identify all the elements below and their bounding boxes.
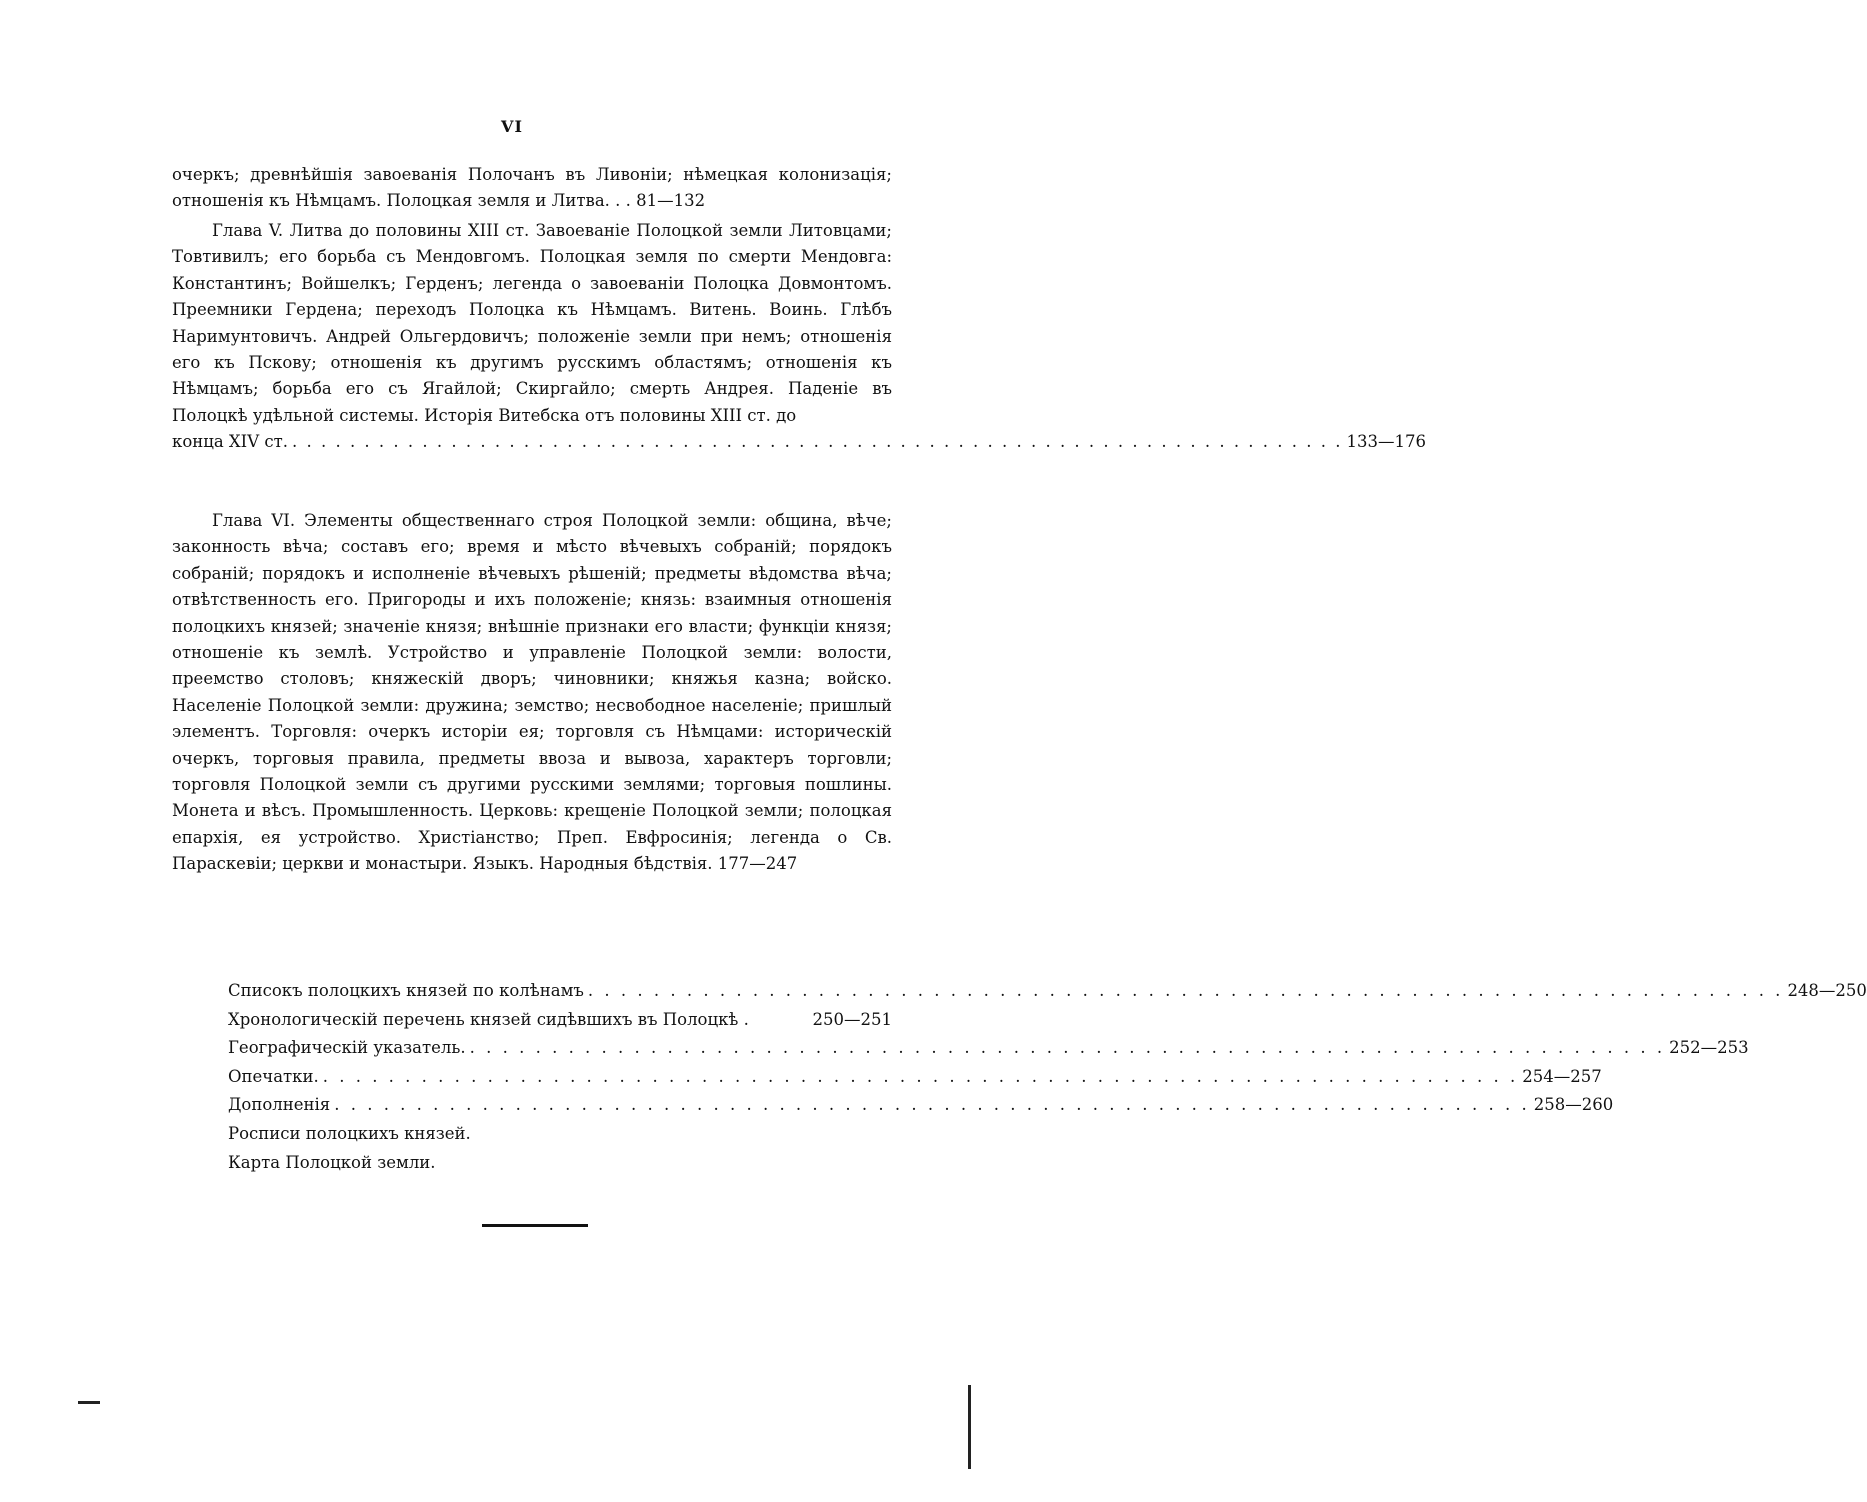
toc-continuation xyxy=(172,162,892,215)
section-divider xyxy=(482,1224,588,1227)
toc-entry-last-line: конца XIV ст. xyxy=(172,432,288,452)
toc-page-range: 252—253 xyxy=(1669,1038,1749,1058)
toc-appendix-title: Списокъ полоцкихъ князей по колѣнамъ xyxy=(228,981,584,1000)
scan-mark-left xyxy=(78,1401,100,1404)
toc-leader-line xyxy=(172,429,1426,455)
toc-page-range: 250—251 xyxy=(812,1009,892,1029)
toc-leader-dots: . . . . . . . . . . . . . . . . . . . . . . . . . . . . . . . . . . . . . . . . . . . . . . . . . . . . . . . . . . . . . . . . . . . . . . . . . xyxy=(291,432,1343,452)
page-number: VI xyxy=(501,117,523,136)
toc-leader-dots: . . . . . . . . . . . . . . . . . . . . . . . . . . . . . . . . . . . . . . . . . . . . . . . . . . . . . . . . . . . . . . . . . . . . . . . . . xyxy=(469,1038,1666,1058)
toc-page-range: 81—132 xyxy=(636,191,706,211)
toc-page-range: 177—247 xyxy=(717,854,798,874)
toc-appendix-row xyxy=(228,1063,1602,1092)
toc-continuation-text xyxy=(172,162,892,215)
toc-appendix-row xyxy=(228,1034,1749,1063)
toc-leader-dots: . . . . . . . . . . . . . . . . . . . . . . . . . . . . . . . . . . . . . . . . . . . . . . . . . . . . . . . . . . . . . . . . . . . . . . . . . xyxy=(322,1066,1519,1086)
toc-appendix-row xyxy=(228,977,1867,1006)
toc-leader-dots: . . . . . . . . . . . . . . . . . . . . . . . . . . . . . . . . . . . . . . . . . . . . . . . . . . . . . . . . . . . . . . . . . . . . . . . . . xyxy=(587,981,1784,1000)
toc-extra-item: Карта Полоцкой земли. xyxy=(228,1152,436,1172)
toc-page-range: 133—176 xyxy=(1346,432,1426,452)
toc-chapter-5 xyxy=(172,218,1426,456)
toc-entry-text: Глава V. Литва до половины XIII ст. Завоеваніе Полоцкой земли Литовцами; Товтивилъ; его борьба съ Мендовгомъ. Полоцкая земля по смерти Мендовга: Константинъ; Войшелкъ; Герденъ; легенда о завоеваніи Полоцка Довмонтомъ. Преемники Гердена; переходъ Полоцка къ Нѣмцамъ. Витень. Воинь. Глѣбъ Наримунтовичъ. Андрей Ольгердовичъ; положеніе земли при немъ; отношенія его къ Пскову; отношенія къ другимъ русскимъ областямъ; отношенія къ Нѣмцамъ; борьба его съ Ягайлой; Скиргайло; смерть Андрея. Паденіе въ Полоцкѣ удѣльной системы. Исторія Витебска отъ половины XIII ст. до xyxy=(172,221,892,425)
toc-chapter-6-text xyxy=(172,508,892,878)
toc-appendix-title: Хронологическій перечень князей сидѣвшихъ въ Полоцкѣ . xyxy=(228,1009,749,1029)
scan-mark-right xyxy=(968,1385,971,1469)
toc-appendix-row xyxy=(228,1091,1614,1120)
toc-appendix-title: Географическій указатель. xyxy=(228,1038,466,1058)
toc-leader-dots: . . . . . . . . . . . . . . . . . . . . . . . . . . . . . . . . . . . . . . . . . . . . . . . . . . . . . . . . . . . . . . . . . . . . . . . . . xyxy=(334,1095,1530,1115)
toc-entry-text: очеркъ; древнѣйшія завоеванія Полочанъ въ Ливоніи; нѣмецкая колонизація; отношенія къ Нѣмцамъ. Полоцкая земля и Литва. . . xyxy=(172,165,892,211)
toc-chapter-6 xyxy=(172,508,892,878)
toc-appendix-row xyxy=(228,1006,892,1035)
toc-entry-text: Глава VI. Элементы общественнаго строя Полоцкой земли: община, вѣче; законность вѣча; составъ его; время и мѣсто вѣчевыхъ собраній; порядокъ собраній; порядокъ и исполненіе вѣчевыхъ рѣшеній; предметы вѣдомства вѣча; отвѣтственность его. Пригороды и ихъ положеніе; князь: взаимныя отношенія полоцкихъ князей; значеніе князя; внѣшніе признаки его власти; функціи князя; отношеніе къ землѣ. Устройство и управленіе Полоцкой земли: волости, преемство столовъ; княжескій дворъ; чиновники; княжья казна; войско. Населеніе Полоцкой земли: дружина; земство; несвободное населеніе; пришлый элементъ. Торговля: очеркъ исторіи ея; торговля съ Нѣмцами: историческій очеркъ, торговыя правила, предметы ввоза и вывоза, характеръ торговли; торговля Полоцкой земли съ другими русскими землями; торговыя пошлины. Монета и вѣсъ. Промышленность. Церковь: крещеніе Полоцкой земли; полоцкая епархія, ея устройство. Христіанство; Преп. Евфросинія; легенда о Св. Параскевіи; церкви и монастыри. Языкъ. Народныя бѣдствія. xyxy=(172,511,892,874)
toc-page-range: 258—260 xyxy=(1533,1095,1614,1115)
toc-appendix-title: Дополненія xyxy=(228,1095,331,1115)
toc-page-range: 248—250 xyxy=(1787,981,1867,1000)
toc-appendix-list xyxy=(228,977,1867,1177)
toc-appendix-title: Опечатки. xyxy=(228,1066,319,1086)
toc-extra-item: Росписи полоцкихъ князей. xyxy=(228,1123,471,1143)
toc-page-range: 254—257 xyxy=(1522,1066,1602,1086)
